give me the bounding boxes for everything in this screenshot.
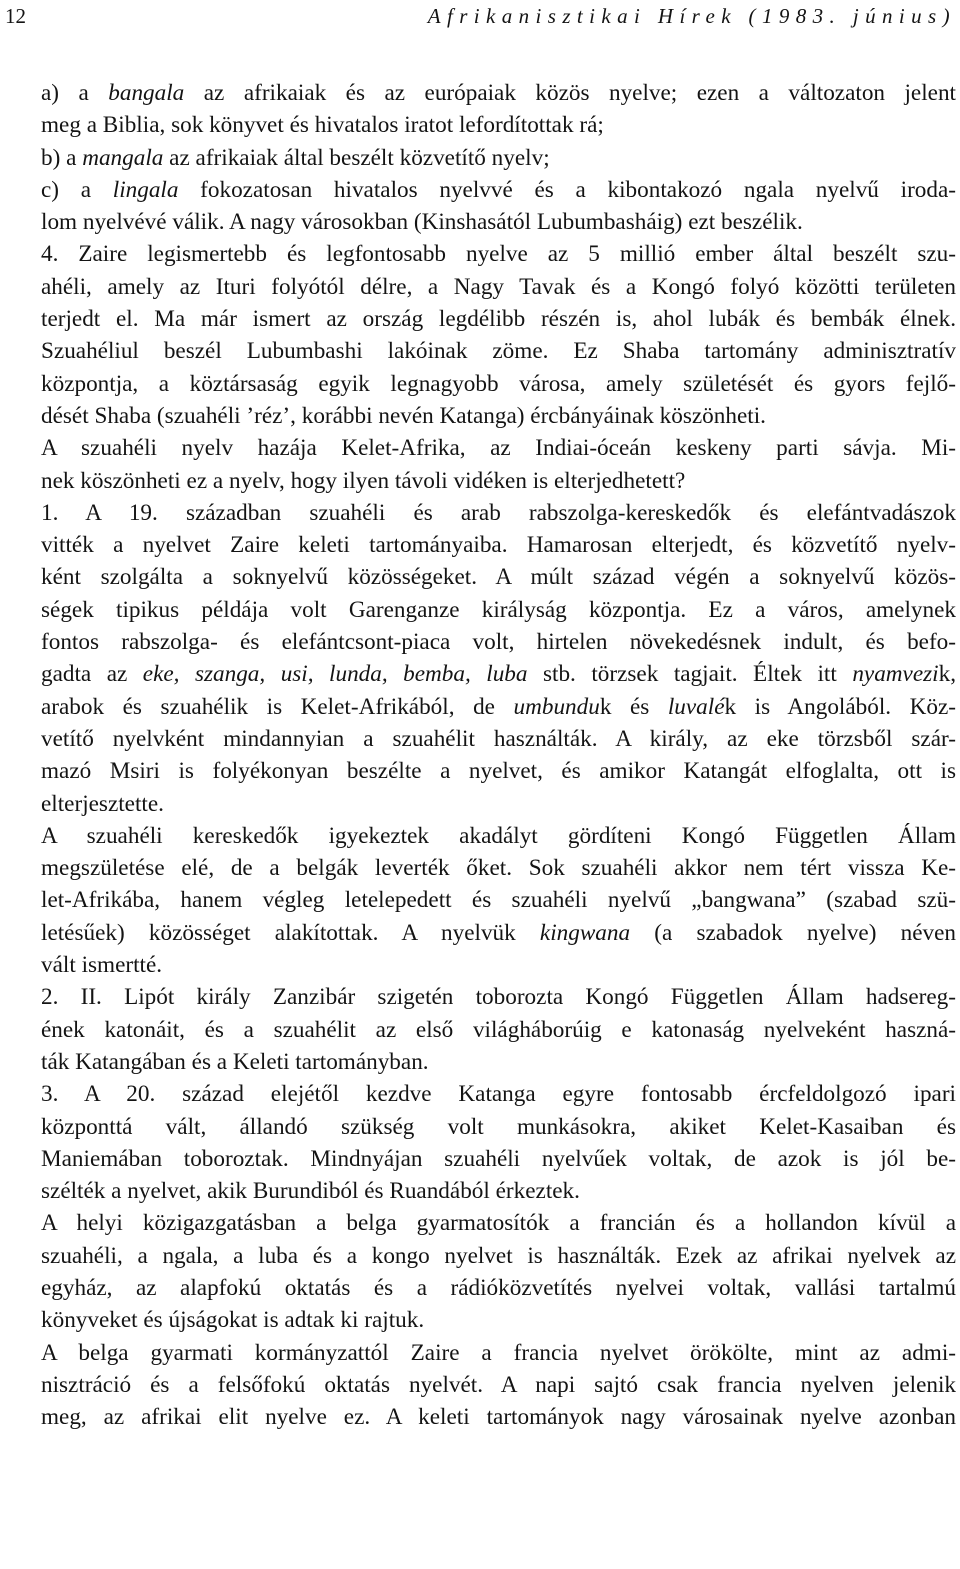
- text-line: vált ismertté.: [41, 952, 163, 979]
- term-nyamvezi: nyamvezi: [852, 661, 939, 688]
- text-line: vitték a nyelvet Zaire keleti tartományaiba. Hamarosan elterjedt, és közvetítő nyelv-: [41, 532, 956, 559]
- text-line: nek köszönheti ez a nyelv, hogy ilyen távoli vidéken is elterjedhetett?: [41, 467, 686, 494]
- text-line: mazó Msiri is folyékonyan beszélte a nyelvet, és amikor Katangát elfoglalta, ott is: [41, 758, 956, 785]
- term-kingwana: kingwana: [539, 919, 631, 946]
- paragraph-mangala: [5, 142, 956, 174]
- paragraph-20th-century: [5, 1078, 956, 1207]
- text-line: a) a bangala az afrikaiak és az európaiak közös nyelve; ezen a változaton jelent: [41, 80, 956, 106]
- paragraph-swahili: [5, 238, 956, 432]
- page-header: [5, 0, 956, 34]
- paragraph-administration: [5, 1207, 956, 1336]
- page-number: 12: [5, 4, 26, 28]
- term-tribes: eke, szanga, usi, lunda, bemba, luba: [142, 661, 528, 688]
- text-line: arabok és szuahélik is Kelet-Afrikából, de umbunduk és luvalék is Angolából. Köz-: [41, 693, 956, 720]
- text-line: nisztráció és a felsőfokú oktatás nyelvét. A napi sajtó csak francia nyelven jelenik: [41, 1371, 956, 1398]
- term-mangala: mangala: [82, 144, 164, 171]
- text-line: fontos rabszolga- és elefántcsont-piaca volt, hirtelen növekedésnek indult, és befo-: [41, 629, 956, 656]
- text-line: meg a Biblia, sok könyvet és hivatalos iratot lefordítottak rá;: [41, 112, 604, 139]
- text-line: A szuahéli kereskedők igyekeztek akadályt gördíteni Kongó Független Állam: [41, 822, 956, 849]
- term-bangala: bangala: [108, 80, 185, 106]
- running-title: Afrikanisztikai Hírek (1983. június): [427, 4, 956, 28]
- text-line: ségek tipikus példája volt Garenganze királyság központja. Ez a város, amelynek: [41, 596, 956, 623]
- article-body: [5, 34, 956, 1433]
- text-line: A helyi közigazgatásban a belga gyarmatosítók a francián és a hollandon kívül a: [41, 1210, 956, 1237]
- paragraph-lingala: [5, 174, 956, 239]
- text-line: meg, az afrikai elit nyelve ez. A keleti tartományok nagy városainak nyelve azonban: [41, 1404, 956, 1431]
- paragraph-bangala: [5, 77, 956, 142]
- text-line: b) a mangala az afrikaiak által beszélt közvetítő nyelv;: [41, 144, 550, 171]
- text-line: Szuahéliul beszél Lubumbashi lakóinak zöme. Ez Shaba tartomány adminisztratív: [41, 338, 956, 365]
- text-line: terjedt el. Ma már ismert az ország legdélibb részén is, ahol lubák és bembák élnek.: [41, 306, 956, 333]
- text-line: let-Afrikába, hanem végleg letelepedett és szuahéli nyelvű „bangwana” (szabad szü-: [41, 887, 956, 914]
- text-line: lom nyelvévé válik. A nagy városokban (Kinshasától Lubumbasháig) ezt beszélik.: [41, 209, 803, 236]
- text-line: dését Shaba (szuahéli ’réz’, korábbi nevén Katanga) ércbányáinak köszönheti.: [41, 402, 766, 429]
- text-line: központja, a köztársaság egyik legnagyobb városa, amely születését és gyors fejlő-: [41, 370, 956, 397]
- text-line: 2. II. Lipót király Zanzibár szigetén toborozta Kongó Független Állam hadsereg-: [41, 984, 956, 1011]
- text-line: elterjesztette.: [41, 790, 164, 817]
- term-luvale: luvalé: [667, 693, 725, 720]
- text-line: ahéli, amely az Ituri folyótól délre, a Nagy Tavak és a Kongó folyó közötti területen: [41, 273, 956, 300]
- paragraph-traders: [5, 820, 956, 981]
- text-line: szélték a nyelvet, akik Burundiból és Ruandából érkeztek.: [41, 1178, 580, 1205]
- paragraph-19th-century: [5, 497, 956, 820]
- term-lingala: lingala: [112, 176, 179, 203]
- paragraph-french: [5, 1337, 956, 1434]
- text-line: A belga gyarmati kormányzattól Zaire a francia nyelvet örökölte, mint az admi-: [41, 1339, 956, 1366]
- text-line: központtá vált, állandó szükség volt munkásokra, akiket Kelet-Kasaiban és: [41, 1113, 956, 1140]
- text-line: ként szolgálta a soknyelvű közösségeket. A múlt század végén a soknyelvű közös-: [41, 564, 956, 591]
- text-line: 4. Zaire legismertebb és legfontosabb nyelve az 5 millió ember által beszélt szu-: [41, 241, 956, 268]
- text-line: ták Katangában és a Keleti tartományban.: [41, 1048, 429, 1075]
- text-line: megszületése elé, de a belgák leverték őket. Sok szuahéli akkor nem tért vissza Ke-: [41, 855, 956, 882]
- text-line: gadta az eke, szanga, usi, lunda, bemba, luba stb. törzsek tagjait. Éltek itt nyamvezik,: [41, 661, 956, 688]
- text-line: ének katonáit, és a szuahélit az első világháborúig e katonaság nyelveként haszná-: [41, 1016, 956, 1043]
- text-line: 3. A 20. század elejétől kezdve Katanga egyre fontosabb ércfeldolgozó ipari: [41, 1081, 956, 1108]
- term-umbundu: umbundu: [513, 693, 600, 720]
- text-line: c) a lingala fokozatosan hivatalos nyelvvé és a kibontakozó ngala nyelvű iroda-: [41, 176, 956, 203]
- paragraph-homeland: [5, 432, 956, 497]
- text-line: Maniemában toboroztak. Mindnyájan szuahéli nyelvűek voltak, de azok is jól be-: [41, 1145, 956, 1172]
- text-line: könyveket és újságokat is adtak ki rajtuk.: [41, 1307, 425, 1334]
- text-line: egyház, az alapfokú oktatás és a rádióközvetítés nyelvei voltak, vallási tartalmú: [41, 1274, 956, 1301]
- text-line: A szuahéli nyelv hazája Kelet-Afrika, az Indiai-óceán keskeny parti sávja. Mi-: [41, 435, 956, 462]
- paragraph-leopold: [5, 981, 956, 1078]
- text-line: vetítő nyelvként mindannyian a szuahélit használták. A király, az eke törzsből szár-: [41, 725, 956, 752]
- text-line: szuahéli, a ngala, a luba és a kongo nyelvet is használták. Ezek az afrikai nyelvek az: [41, 1242, 956, 1269]
- text-line: letésűek) közösséget alakítottak. A nyelvük kingwana (a szabadok nyelve) néven: [41, 919, 956, 946]
- text-line: 1. A 19. században szuahéli és arab rabszolga-kereskedők és elefántvadászok: [41, 499, 956, 526]
